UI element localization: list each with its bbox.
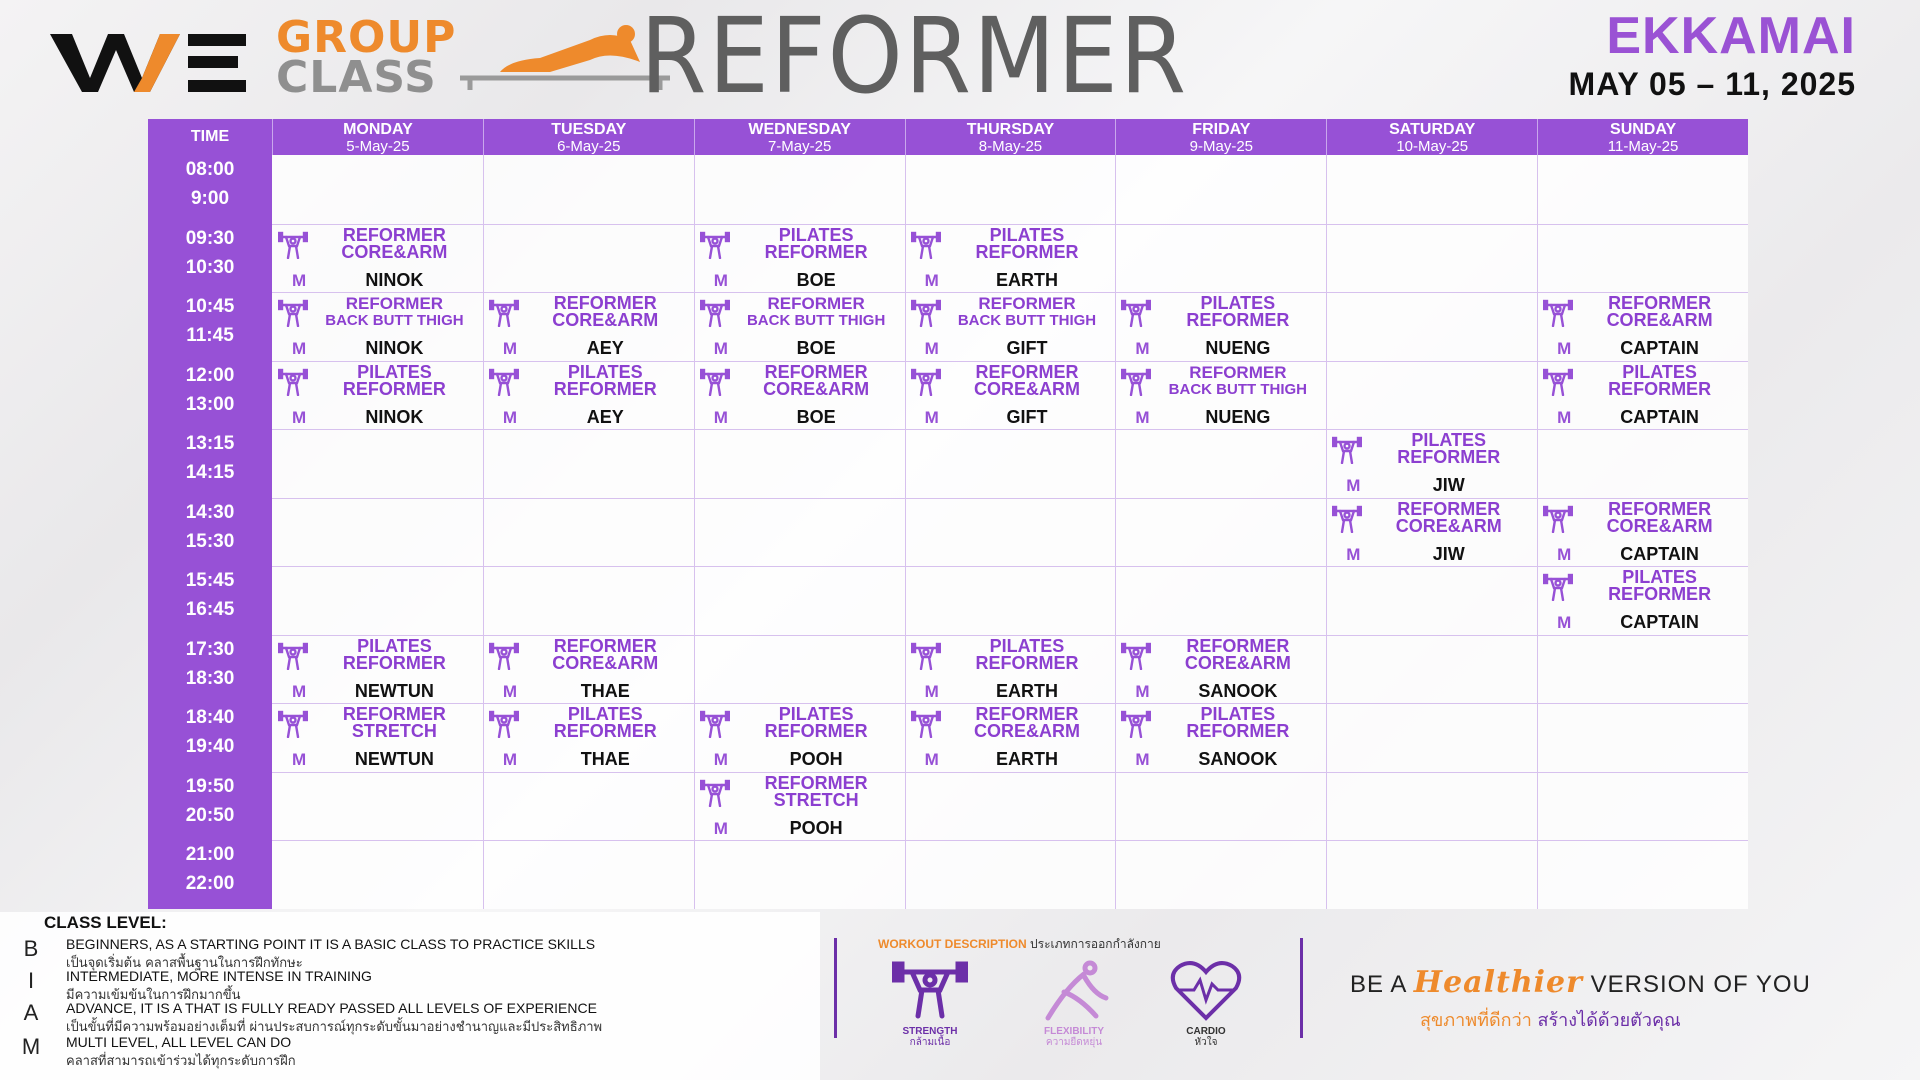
timetable bbox=[148, 119, 1748, 909]
time-label: 09:30 bbox=[185, 227, 235, 249]
class-level: M bbox=[1346, 476, 1361, 496]
strength-icon bbox=[1121, 710, 1151, 738]
class-level: M bbox=[713, 407, 728, 427]
class-name bbox=[1153, 706, 1322, 740]
time-label: 16:45 bbox=[185, 599, 235, 621]
trainer-name: BOE bbox=[796, 406, 836, 427]
class-name-line: REFORMER bbox=[553, 293, 657, 314]
trainer-name: CAPTAIN bbox=[1620, 543, 1699, 564]
strength-icon bbox=[700, 299, 730, 327]
class-name bbox=[1575, 361, 1744, 399]
class-level: M bbox=[713, 818, 728, 838]
class-slot[interactable] bbox=[1115, 362, 1326, 428]
time-label: 18:40 bbox=[185, 707, 235, 729]
trainer-name: CAPTAIN bbox=[1620, 406, 1699, 427]
trainer-name: AEY bbox=[586, 338, 624, 359]
class-level: M bbox=[1557, 407, 1572, 427]
class-level: M bbox=[1557, 339, 1572, 359]
strength-icon bbox=[911, 710, 941, 738]
class-name-line: REFORMER bbox=[764, 361, 868, 382]
level-description-en: MULTI LEVEL, ALL LEVEL CAN DO bbox=[66, 1034, 292, 1050]
time-label: 18:30 bbox=[185, 667, 235, 689]
class-level: M bbox=[502, 407, 518, 427]
time-label: 20:50 bbox=[185, 804, 235, 826]
class-level: M bbox=[924, 681, 939, 701]
trainer-name: NINOK bbox=[365, 338, 424, 359]
class-level: M bbox=[1135, 681, 1150, 701]
class-name-line: PILATES bbox=[1411, 430, 1487, 451]
class-name-line: CORE&ARM bbox=[1395, 515, 1502, 536]
class-name bbox=[310, 361, 479, 399]
day-header-tuesday bbox=[483, 119, 694, 155]
slogan-highlight: Healthier bbox=[1413, 965, 1583, 1000]
level-letter: B bbox=[23, 936, 39, 961]
trainer-name: BOE bbox=[796, 338, 836, 359]
trainer-name: NUENG bbox=[1205, 406, 1271, 427]
strength-icon bbox=[911, 231, 941, 259]
slogan-pre: BE A bbox=[1350, 971, 1407, 998]
strength-icon bbox=[489, 710, 519, 738]
class-level: M bbox=[1135, 339, 1150, 359]
slogan-th-b: สร้างได้ด้วยตัวคุณ bbox=[1537, 1010, 1681, 1031]
day-date: 9-May-25 bbox=[1189, 138, 1254, 155]
strength-icon bbox=[278, 710, 308, 738]
class-name-line: CORE&ARM bbox=[341, 241, 448, 262]
class-level: M bbox=[1557, 613, 1572, 633]
slogan-thai bbox=[1420, 1005, 1681, 1034]
class-name bbox=[1575, 498, 1744, 536]
strength-icon bbox=[489, 642, 519, 670]
workout-caption-th: หัวใจ bbox=[1194, 1037, 1218, 1048]
day-header-thursday bbox=[905, 119, 1116, 155]
class-name-line: REFORMER bbox=[345, 294, 444, 314]
trainer-name: NEWTUN bbox=[354, 749, 434, 770]
class-slot[interactable] bbox=[272, 704, 483, 770]
strength-icon bbox=[1121, 642, 1151, 670]
time-label: 13:00 bbox=[185, 393, 235, 415]
class-slot[interactable] bbox=[694, 704, 905, 770]
class-level: M bbox=[292, 681, 307, 701]
time-label: 13:15 bbox=[185, 433, 235, 455]
level-letter: I bbox=[27, 968, 35, 993]
class-slot[interactable] bbox=[272, 362, 483, 428]
day-name: MONDAY bbox=[343, 121, 413, 138]
class-slot[interactable] bbox=[1326, 430, 1537, 496]
time-label: 10:45 bbox=[185, 296, 235, 318]
class-name bbox=[943, 295, 1112, 329]
strength-icon bbox=[278, 299, 308, 327]
class-slot[interactable] bbox=[1115, 293, 1326, 359]
class-name-line: CORE&ARM bbox=[552, 310, 659, 331]
class-name bbox=[1153, 635, 1322, 673]
day-name: FRIDAY bbox=[1192, 121, 1251, 138]
strength-icon bbox=[1121, 368, 1151, 396]
slogan bbox=[1350, 965, 1811, 1000]
class-name-line: PILATES bbox=[778, 704, 854, 725]
level-description-th: เป็นจุดเริ่มต้น คลาสพื้นฐานในการฝึกทักษะ bbox=[66, 956, 303, 971]
class-name-line: REFORMER bbox=[764, 772, 868, 793]
class-name-line: REFORMER bbox=[975, 241, 1079, 262]
class-slot[interactable] bbox=[905, 293, 1116, 359]
level-letter: M bbox=[21, 1034, 41, 1059]
level-letter: A bbox=[23, 1000, 39, 1025]
class-name-line: CORE&ARM bbox=[973, 378, 1080, 399]
branch-name: EKKAMAI bbox=[1606, 7, 1856, 65]
class-name bbox=[521, 635, 690, 673]
class-name bbox=[1364, 498, 1533, 536]
strength-icon bbox=[911, 642, 941, 670]
class-name-line: REFORMER bbox=[1186, 635, 1290, 656]
class-slot[interactable] bbox=[272, 636, 483, 702]
class-slot[interactable] bbox=[905, 704, 1116, 770]
day-header-sunday bbox=[1537, 119, 1748, 155]
trainer-name: JIW bbox=[1432, 543, 1465, 564]
class-level: M bbox=[713, 750, 728, 770]
class-name-line: CORE&ARM bbox=[1606, 310, 1713, 331]
class-name-line: BACK BUTT THIGH bbox=[957, 312, 1097, 330]
time-label: 15:45 bbox=[185, 570, 235, 592]
class-name bbox=[310, 224, 479, 262]
trainer-name: EARTH bbox=[995, 680, 1058, 701]
strength-icon bbox=[892, 958, 968, 1022]
trainer-name: NINOK bbox=[365, 406, 424, 427]
workout-caption-th: กล้ามเนื้อ bbox=[909, 1037, 951, 1048]
class-name bbox=[943, 361, 1112, 399]
day-header-saturday bbox=[1326, 119, 1537, 155]
level-description-en: BEGINNERS, AS A STARTING POINT IT IS A BASIC CLASS TO PRACTICE SKILLS bbox=[66, 936, 596, 952]
class-name-line: STRETCH bbox=[773, 789, 859, 810]
trainer-name: JIW bbox=[1432, 475, 1465, 496]
class-name bbox=[943, 706, 1112, 740]
reformer-logo-text: REFORMER bbox=[640, 0, 1188, 117]
class-name-line: REFORMER bbox=[1186, 310, 1290, 331]
class-name bbox=[310, 295, 479, 329]
class-name-line: REFORMER bbox=[1397, 498, 1501, 519]
trainer-name: GIFT bbox=[1006, 406, 1048, 427]
class-level: M bbox=[292, 339, 307, 359]
class-slot[interactable] bbox=[694, 225, 905, 291]
trainer-name: AEY bbox=[586, 406, 624, 427]
class-name bbox=[732, 361, 901, 399]
class-level: M bbox=[1557, 544, 1572, 564]
workout-caption bbox=[1151, 1026, 1261, 1048]
class-name-line: REFORMER bbox=[764, 241, 868, 262]
class-slot[interactable] bbox=[1537, 293, 1748, 359]
class-name-line: PILATES bbox=[778, 224, 854, 245]
trainer-name: CAPTAIN bbox=[1620, 338, 1699, 359]
class-name bbox=[310, 706, 479, 740]
class-name bbox=[1575, 295, 1744, 329]
class-name bbox=[1153, 364, 1322, 398]
class-name-line: REFORMER bbox=[1397, 447, 1501, 468]
day-header-monday bbox=[272, 119, 483, 155]
class-name-line: REFORMER bbox=[342, 704, 446, 725]
class-name-line: PILATES bbox=[357, 361, 432, 382]
strength-icon bbox=[1543, 505, 1573, 533]
group-class-logo bbox=[276, 12, 457, 103]
class-level: M bbox=[292, 750, 307, 770]
day-date: 6-May-25 bbox=[557, 138, 621, 155]
class-name bbox=[521, 361, 690, 399]
slogan-th-a: สุขภาพที่ดีกว่า bbox=[1420, 1010, 1532, 1031]
strength-icon bbox=[1121, 299, 1151, 327]
row-divider bbox=[272, 772, 1748, 773]
we-logo bbox=[50, 26, 250, 96]
trainer-name: EARTH bbox=[995, 269, 1058, 290]
class-slot[interactable] bbox=[272, 225, 483, 291]
class-level: M bbox=[502, 681, 518, 701]
class-slot[interactable] bbox=[1115, 636, 1326, 702]
time-label: 14:15 bbox=[185, 462, 235, 484]
class-name-line: CORE&ARM bbox=[1606, 515, 1713, 536]
trainer-name: GIFT bbox=[1006, 338, 1048, 359]
class-name-line: REFORMER bbox=[767, 294, 865, 314]
flexibility-icon bbox=[1036, 958, 1112, 1022]
class-name-line: PILATES bbox=[1200, 293, 1276, 314]
class-level: M bbox=[924, 339, 939, 359]
workout-description-title bbox=[878, 935, 1161, 954]
level-description-th: คลาสที่สามารถเข้าร่วมได้ทุกระดับการฝึก bbox=[66, 1054, 296, 1069]
level-description-th: เป็นขั้นที่มีความพร้อมอย่างเต็มที่ ผ่านประสบการณ์ทุกระดับขั้นมาอย่างชำนาญและมีประสิทธิภาพ bbox=[66, 1020, 603, 1035]
class-slot[interactable] bbox=[483, 636, 694, 702]
workout-caption bbox=[875, 1026, 985, 1048]
strength-icon bbox=[700, 231, 730, 259]
class-name-line: REFORMER bbox=[764, 721, 868, 742]
strength-icon bbox=[700, 368, 730, 396]
class-name-line: CORE&ARM bbox=[763, 378, 870, 399]
class-name-line: BACK BUTT THIGH bbox=[325, 312, 464, 330]
class-name-line: REFORMER bbox=[1189, 362, 1287, 382]
class-name-line: PILATES bbox=[1622, 361, 1697, 382]
class-name bbox=[1575, 569, 1744, 603]
day-name: SUNDAY bbox=[1610, 121, 1677, 138]
class-level: M bbox=[292, 407, 307, 427]
class-level: M bbox=[1346, 544, 1361, 564]
class-name bbox=[1153, 295, 1322, 329]
trainer-name: NEWTUN bbox=[354, 680, 434, 701]
class-slot[interactable] bbox=[905, 225, 1116, 291]
class-level: M bbox=[1135, 750, 1150, 770]
class-slot[interactable] bbox=[1326, 499, 1537, 565]
class-name-line: PILATES bbox=[567, 704, 643, 725]
class-name-line: CORE&ARM bbox=[552, 652, 659, 673]
time-label: 19:40 bbox=[185, 736, 235, 758]
class-slot[interactable] bbox=[483, 704, 694, 770]
class-slot[interactable] bbox=[483, 362, 694, 428]
level-description-en: INTERMEDIATE, MORE INTENSE IN TRAINING bbox=[66, 968, 372, 984]
strength-icon bbox=[1332, 505, 1362, 533]
class-slot[interactable] bbox=[694, 773, 905, 839]
strength-icon bbox=[700, 779, 730, 807]
class-slot[interactable] bbox=[905, 636, 1116, 702]
workout-title-th: ประเภทการออกกำลังกาย bbox=[1030, 937, 1161, 951]
time-label: 11:45 bbox=[186, 325, 234, 347]
time-label: 14:30 bbox=[185, 501, 235, 523]
class-name-line: REFORMER bbox=[342, 224, 446, 245]
time-header: TIME bbox=[190, 128, 230, 145]
logo-class-text: CLASS bbox=[276, 52, 437, 103]
strength-icon bbox=[278, 368, 308, 396]
cardio-icon bbox=[1168, 958, 1244, 1022]
time-label: 9:00 bbox=[190, 188, 230, 209]
class-slot[interactable] bbox=[483, 293, 694, 359]
class-slot[interactable] bbox=[1537, 567, 1748, 633]
strength-icon bbox=[911, 299, 941, 327]
class-name-line: REFORMER bbox=[1608, 498, 1712, 519]
class-name-line: BACK BUTT THIGH bbox=[1168, 380, 1307, 398]
row-divider bbox=[272, 566, 1748, 567]
class-name-line: REFORMER bbox=[553, 721, 657, 742]
schedule-grid bbox=[272, 155, 1748, 909]
class-slot[interactable] bbox=[272, 293, 483, 359]
trainer-name: POOH bbox=[789, 749, 843, 770]
time-label: 10:30 bbox=[185, 256, 235, 278]
class-name-line: BACK BUTT THIGH bbox=[746, 312, 886, 330]
day-date: 7-May-25 bbox=[767, 138, 832, 155]
class-name bbox=[732, 772, 901, 810]
workout-caption bbox=[1019, 1026, 1129, 1048]
logo-group-text: GROUP bbox=[276, 12, 457, 63]
class-name-line: REFORMER bbox=[1608, 584, 1712, 605]
class-name-line: REFORMER bbox=[553, 635, 657, 656]
day-header-wednesday bbox=[694, 119, 905, 155]
class-name-line: PILATES bbox=[1200, 704, 1276, 725]
class-name-line: REFORMER bbox=[978, 294, 1076, 314]
trainer-name: BOE bbox=[796, 269, 836, 290]
class-name-line: PILATES bbox=[567, 361, 643, 382]
class-level: M bbox=[924, 750, 939, 770]
class-slot[interactable] bbox=[694, 362, 905, 428]
row-divider bbox=[272, 840, 1748, 841]
branch-info bbox=[1569, 6, 1856, 102]
day-date: 5-May-25 bbox=[346, 138, 410, 155]
footer-divider bbox=[834, 938, 837, 1038]
class-name-line: STRETCH bbox=[351, 721, 437, 742]
class-name bbox=[732, 295, 901, 329]
class-slot[interactable] bbox=[905, 362, 1116, 428]
workout-title-en: WORKOUT DESCRIPTION bbox=[878, 937, 1027, 951]
strength-icon bbox=[278, 231, 308, 259]
time-label: 17:30 bbox=[185, 638, 235, 660]
class-name-line: REFORMER bbox=[975, 652, 1079, 673]
class-name bbox=[1364, 432, 1533, 466]
class-level: M bbox=[502, 750, 518, 770]
class-name bbox=[521, 706, 690, 740]
strength-icon bbox=[1543, 368, 1573, 396]
class-name-line: PILATES bbox=[1622, 567, 1697, 588]
class-name-line: REFORMER bbox=[342, 652, 446, 673]
class-name-line: REFORMER bbox=[1608, 293, 1712, 314]
class-name-line: REFORMER bbox=[342, 378, 446, 399]
time-label: 21:00 bbox=[185, 844, 235, 866]
class-name-line: CORE&ARM bbox=[1184, 652, 1291, 673]
footer-divider bbox=[1300, 938, 1303, 1038]
trainer-name: THAE bbox=[580, 749, 630, 770]
strength-icon bbox=[1332, 436, 1362, 464]
strength-icon bbox=[700, 710, 730, 738]
time-label: 22:00 bbox=[185, 873, 235, 895]
strength-icon bbox=[489, 299, 519, 327]
class-name-line: REFORMER bbox=[553, 378, 657, 399]
class-slot[interactable] bbox=[1115, 704, 1326, 770]
strength-icon bbox=[911, 368, 941, 396]
class-level: M bbox=[713, 339, 728, 359]
trainer-name: SANOOK bbox=[1198, 749, 1278, 770]
class-name bbox=[943, 224, 1112, 262]
class-level: M bbox=[502, 339, 518, 359]
class-name-line: PILATES bbox=[357, 635, 432, 656]
strength-icon bbox=[489, 368, 519, 396]
class-name bbox=[310, 635, 479, 673]
time-label: 15:30 bbox=[185, 530, 235, 552]
time-label: 19:50 bbox=[185, 775, 235, 797]
trainer-name: NUENG bbox=[1205, 338, 1271, 359]
day-date: 11-May-25 bbox=[1607, 138, 1679, 155]
time-label: 08:00 bbox=[185, 159, 235, 180]
strength-icon bbox=[1543, 299, 1573, 327]
day-name: TUESDAY bbox=[551, 121, 627, 138]
workout-caption-th: ความยืดหยุ่น bbox=[1045, 1037, 1103, 1048]
trainer-name: EARTH bbox=[995, 749, 1058, 770]
strength-icon bbox=[1543, 573, 1573, 601]
slogan-post: VERSION OF YOU bbox=[1590, 971, 1811, 998]
class-level: M bbox=[292, 270, 307, 290]
level-description-th: มีความเข้มข้นในการฝึกมากขึ้น bbox=[66, 988, 241, 1003]
class-name bbox=[732, 706, 901, 740]
class-name-line: CORE&ARM bbox=[973, 721, 1080, 742]
day-header-friday bbox=[1115, 119, 1326, 155]
class-slot[interactable] bbox=[694, 293, 905, 359]
day-date: 8-May-25 bbox=[978, 138, 1043, 155]
class-slot[interactable] bbox=[1537, 362, 1748, 428]
trainer-name: THAE bbox=[580, 680, 630, 701]
level-description-en: ADVANCE, IT IS A THAT IS FULLY READY PASSED ALL LEVELS OF EXPERIENCE bbox=[66, 1000, 597, 1016]
class-level: M bbox=[924, 270, 939, 290]
date-range: MAY 05 – 11, 2025 bbox=[1568, 66, 1856, 102]
workout-caption-en: FLEXIBILITY bbox=[1044, 1026, 1104, 1037]
class-name-line: PILATES bbox=[989, 224, 1065, 245]
class-name-line: REFORMER bbox=[975, 361, 1079, 382]
class-name-line: PILATES bbox=[989, 635, 1065, 656]
class-name-line: REFORMER bbox=[975, 704, 1079, 725]
day-name: THURSDAY bbox=[966, 121, 1055, 138]
class-slot[interactable] bbox=[1537, 499, 1748, 565]
trainer-name: SANOOK bbox=[1198, 680, 1278, 701]
class-level: M bbox=[924, 407, 939, 427]
class-name bbox=[943, 635, 1112, 673]
strength-icon bbox=[278, 642, 308, 670]
day-name: SATURDAY bbox=[1389, 121, 1476, 138]
class-name-line: REFORMER bbox=[1186, 721, 1290, 742]
day-name: WEDNESDAY bbox=[748, 121, 851, 138]
time-label: 12:00 bbox=[185, 364, 235, 386]
class-level: M bbox=[1135, 407, 1150, 427]
column-divider bbox=[483, 155, 484, 909]
workout-caption-en: CARDIO bbox=[1186, 1026, 1226, 1037]
class-name bbox=[521, 295, 690, 329]
column-divider bbox=[1115, 155, 1116, 909]
class-name bbox=[732, 224, 901, 262]
legend-title: CLASS LEVEL: bbox=[44, 913, 167, 932]
trainer-name: CAPTAIN bbox=[1620, 612, 1699, 633]
class-name-line: REFORMER bbox=[1608, 378, 1712, 399]
day-date: 10-May-25 bbox=[1396, 138, 1469, 155]
trainer-name: NINOK bbox=[365, 269, 424, 290]
workout-caption-en: STRENGTH bbox=[902, 1026, 958, 1037]
trainer-name: POOH bbox=[789, 817, 843, 838]
class-level: M bbox=[713, 270, 728, 290]
